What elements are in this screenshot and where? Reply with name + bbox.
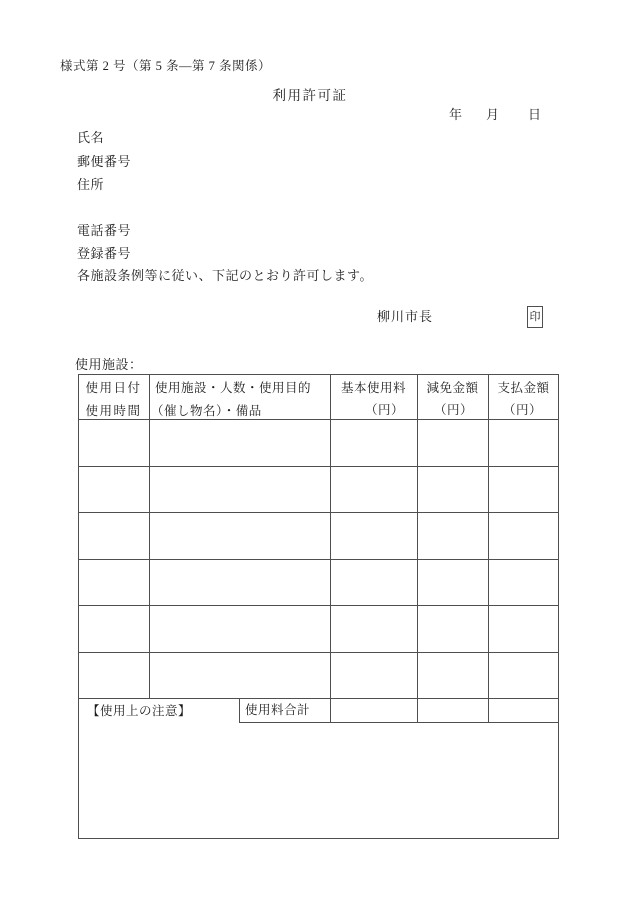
total-row-label: 使用料合計: [245, 703, 311, 717]
col-header-payment-amount: 支払金額: [497, 381, 550, 395]
col-header-usage-date: 使用日付: [85, 381, 142, 395]
notes-box: [79, 699, 239, 838]
table-grid-line: [239, 698, 240, 722]
facility-section-label: 使用施設：: [75, 357, 143, 372]
field-label-postal-code: 郵便番号: [77, 154, 132, 169]
field-label-address: 住所: [77, 177, 105, 192]
col-header-basic-fee: 基本使用料: [340, 381, 406, 395]
col-header-basic-fee-unit: （円）: [364, 403, 404, 417]
seal-character: 印: [529, 311, 541, 323]
year-label: 年: [449, 107, 463, 122]
table-grid-line: [78, 838, 559, 839]
field-label-registration-number: 登録番号: [77, 246, 132, 261]
total-payment-cell: [489, 699, 558, 722]
form-number: 様式第 2 号（第 5 条―第 7 条関係）: [60, 59, 272, 73]
table-grid-line: [239, 722, 559, 723]
day-label: 日: [528, 107, 542, 122]
col-header-payment-unit: （円）: [502, 403, 542, 417]
field-label-name: 氏名: [77, 130, 105, 145]
seal-box: [527, 306, 543, 328]
table-body-empty-rows: [79, 420, 558, 698]
notes-heading: 【使用上の注意】: [87, 704, 192, 718]
total-reduction-cell: [418, 699, 488, 722]
month-label: 月: [486, 107, 500, 122]
table-grid-line: [558, 374, 559, 838]
col-header-reduction-amount: 減免金額: [426, 381, 479, 395]
col-header-event-equipment: （催し物名）・備品: [151, 404, 262, 418]
col-header-reduction-unit: （円）: [433, 403, 473, 417]
permission-statement: 各施設条例等に従い、下記のとおり許可します。: [77, 268, 373, 283]
total-basic-fee-cell: [331, 699, 417, 722]
table-grid-line: [78, 374, 559, 375]
document-title: 利用許可証: [272, 88, 348, 103]
col-header-facility-purpose: 使用施設・人数・使用目的: [155, 381, 312, 395]
col-header-usage-time: 使用時間: [85, 404, 142, 418]
field-label-phone-number: 電話番号: [77, 223, 132, 238]
mayor-signature-label: 柳川市長: [377, 309, 434, 324]
